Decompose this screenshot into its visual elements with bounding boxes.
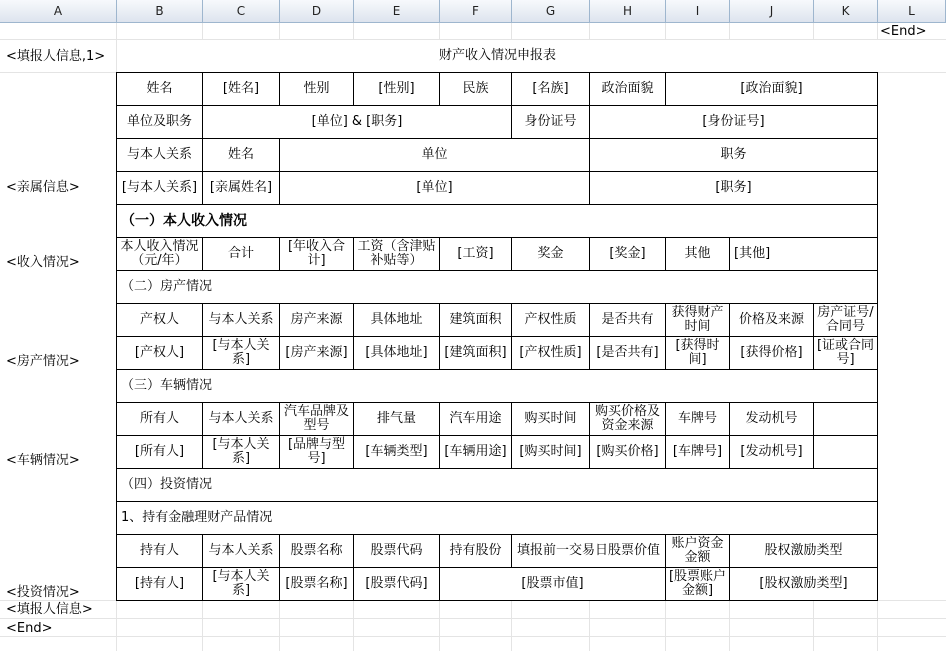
property-marker[interactable]: <房产情况> [6,354,80,369]
property-section-title[interactable]: （二）房产情况 [116,270,878,304]
property-value-price[interactable]: [获得价格] [729,336,814,370]
vehicle-value-type[interactable]: [车辆类型] [353,435,440,469]
id-label[interactable]: 身份证号 [511,105,590,139]
investment-marker[interactable]: <投资情况> [6,585,80,600]
property-header-nature[interactable]: 产权性质 [511,303,590,337]
name-value[interactable]: [姓名] [202,72,280,106]
income-annual-label[interactable]: 本人收入情况（元/年） [116,237,203,271]
vehicle-value-usage[interactable]: [车辆用途] [439,435,512,469]
political-value[interactable]: [政治面貌] [665,72,878,106]
column-header-h[interactable]: H [590,0,666,22]
vehicle-header-purchase-price[interactable]: 购买价格及资金来源 [589,402,666,436]
id-value[interactable]: [身份证号] [589,105,878,139]
unit-value[interactable]: [单位] & [职务] [202,105,512,139]
column-header-k[interactable]: K [814,0,878,22]
vehicle-value-owner[interactable]: [所有人] [116,435,203,469]
column-header-g[interactable]: G [512,0,590,22]
property-value-nature[interactable]: [产权性质] [511,336,590,370]
investment-header-stock-value[interactable]: 填报前一交易日股票价值 [511,534,666,568]
vehicle-header-usage[interactable]: 汽车用途 [439,402,512,436]
column-header-bar [0,0,946,23]
property-header-area[interactable]: 建筑面积 [439,303,512,337]
end-marker-top[interactable]: <End> [880,24,927,39]
reporter-info-end-marker[interactable]: <填报人信息> [6,602,93,617]
form-title[interactable]: 财产收入情况申报表 [117,40,878,72]
relative-relation-value[interactable]: [与本人关系] [116,171,203,205]
property-value-owner[interactable]: [产权人] [116,336,203,370]
investment-value-relation[interactable]: [与本人关系] [202,567,280,601]
income-total-value[interactable]: [年收入合计] [279,237,354,271]
vehicle-header-owner[interactable]: 所有人 [116,402,203,436]
column-header-d[interactable]: D [280,0,354,22]
income-other-value[interactable]: [其他] [729,237,878,271]
property-value-shared[interactable]: [是否共有] [589,336,666,370]
political-label[interactable]: 政治面貌 [589,72,666,106]
vehicle-value-purchase-time[interactable]: [购买时间] [511,435,590,469]
investment-header-incentive[interactable]: 股权激励类型 [729,534,878,568]
vehicle-header-displacement[interactable]: 排气量 [353,402,440,436]
column-header-l[interactable]: L [878,0,946,22]
income-salary-label[interactable]: 工资（含津贴补贴等） [353,237,440,271]
ethnic-label[interactable]: 民族 [439,72,512,106]
property-header-address[interactable]: 具体地址 [353,303,440,337]
ethnic-value[interactable]: [名族] [511,72,590,106]
investment-value-account[interactable]: [股票账户金额] [665,567,730,601]
property-value-source[interactable]: [房产来源] [279,336,354,370]
vehicle-header-plate[interactable]: 车牌号 [665,402,730,436]
vehicle-value-blank[interactable] [813,435,878,469]
property-header-shared[interactable]: 是否共有 [589,303,666,337]
relative-relation-header[interactable]: 与本人关系 [116,138,203,172]
investment-header-relation[interactable]: 与本人关系 [202,534,280,568]
vehicle-section-title[interactable]: （三）车辆情况 [116,369,878,403]
investment-header-holder[interactable]: 持有人 [116,534,203,568]
column-header-a[interactable]: A [0,0,117,22]
property-header-relation[interactable]: 与本人关系 [202,303,280,337]
gridline [0,636,946,637]
income-bonus-value[interactable]: [奖金] [589,237,666,271]
investment-header-stock-name[interactable]: 股票名称 [279,534,354,568]
column-header-j[interactable]: J [730,0,814,22]
investment-value-stock-name[interactable]: [股票名称] [279,567,354,601]
gender-label[interactable]: 性别 [279,72,354,106]
column-header-i[interactable]: I [666,0,730,22]
income-marker[interactable]: <收入情况> [6,255,80,270]
reporter-info-marker[interactable]: <填报人信息,1> [6,49,106,64]
vehicle-marker[interactable]: <车辆情况> [6,453,80,468]
income-section-title[interactable]: （一）本人收入情况 [116,204,878,238]
investment-subsection-title[interactable]: 1、持有金融理财产品情况 [116,501,878,535]
relative-name-value[interactable]: [亲属姓名] [202,171,280,205]
vehicle-value-plate[interactable]: [车牌号] [665,435,730,469]
relative-name-header[interactable]: 姓名 [202,138,280,172]
property-header-price[interactable]: 价格及来源 [729,303,814,337]
property-value-relation[interactable]: [与本人关系] [202,336,280,370]
property-value-area[interactable]: [建筑面积] [439,336,512,370]
vehicle-header-engine[interactable]: 发动机号 [729,402,814,436]
end-marker-bottom[interactable]: <End> [6,621,53,636]
column-header-f[interactable]: F [440,0,512,22]
property-header-certificate[interactable]: 房产证号/合同号 [813,303,878,337]
income-bonus-label[interactable]: 奖金 [511,237,590,271]
vehicle-value-relation[interactable]: [与本人关系] [202,435,280,469]
relative-unit-header[interactable]: 单位 [279,138,590,172]
column-header-b[interactable]: B [117,0,203,22]
property-header-source[interactable]: 房产来源 [279,303,354,337]
income-salary-value[interactable]: [工资] [439,237,512,271]
income-other-label[interactable]: 其他 [665,237,730,271]
relative-position-value[interactable]: [职务] [589,171,878,205]
spreadsheet-grid[interactable] [0,23,946,651]
property-value-acquired-time[interactable]: [获得时间] [665,336,730,370]
investment-value-stock-value[interactable]: [股票市值] [439,567,666,601]
investment-value-holder[interactable]: [持有人] [116,567,203,601]
vehicle-value-engine[interactable]: [发动机号] [729,435,814,469]
relative-info-marker[interactable]: <亲属信息> [6,180,80,195]
vehicle-header-purchase-time[interactable]: 购买时间 [511,402,590,436]
column-header-c[interactable]: C [203,0,280,22]
gridline [0,618,946,619]
relative-unit-value[interactable]: [单位] [279,171,590,205]
name-label[interactable]: 姓名 [116,72,203,106]
column-header-e[interactable]: E [354,0,440,22]
vehicle-header-relation[interactable]: 与本人关系 [202,402,280,436]
investment-section-title[interactable]: （四）投资情况 [116,468,878,502]
investment-value-incentive[interactable]: [股权激励类型] [729,567,878,601]
investment-header-stock-code[interactable]: 股票代码 [353,534,440,568]
unit-label[interactable]: 单位及职务 [116,105,203,139]
property-header-owner[interactable]: 产权人 [116,303,203,337]
investment-header-shares[interactable]: 持有股份 [439,534,512,568]
property-value-certificate[interactable]: [证或合同号] [813,336,878,370]
income-total-label[interactable]: 合计 [202,237,280,271]
vehicle-value-brand[interactable]: [品牌与型号] [279,435,354,469]
investment-header-account[interactable]: 账户资金金额 [665,534,730,568]
vehicle-header-blank[interactable] [813,402,878,436]
investment-value-stock-code[interactable]: [股票代码] [353,567,440,601]
property-value-address[interactable]: [具体地址] [353,336,440,370]
property-header-acquired-time[interactable]: 获得财产时间 [665,303,730,337]
relative-position-header[interactable]: 职务 [589,138,878,172]
vehicle-header-brand[interactable]: 汽车品牌及型号 [279,402,354,436]
gender-value[interactable]: [性别] [353,72,440,106]
vehicle-value-purchase-price[interactable]: [购买价格] [589,435,666,469]
